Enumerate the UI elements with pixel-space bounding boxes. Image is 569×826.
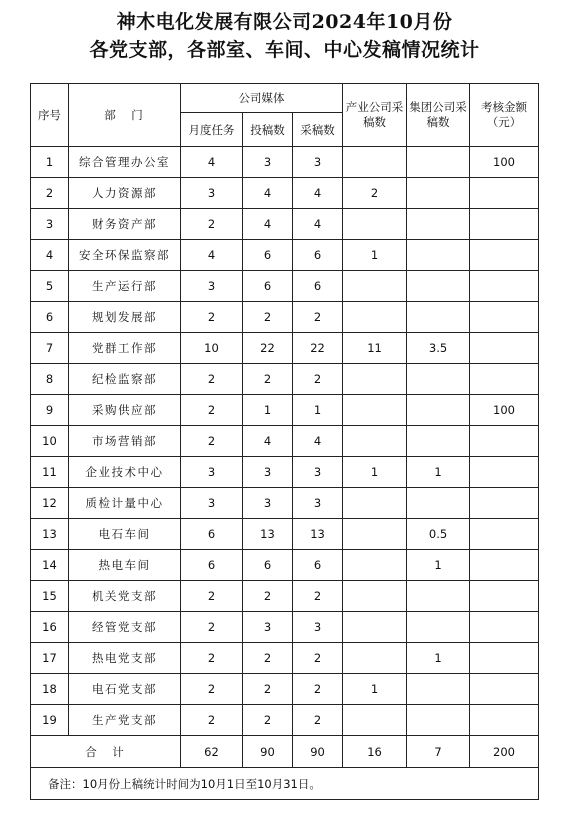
cell-seq: 2 — [31, 178, 69, 209]
cell-submitted: 13 — [243, 519, 293, 550]
table-row — [31, 302, 539, 333]
cell-seq: 19 — [31, 705, 69, 736]
cell-submitted: 4 — [243, 209, 293, 240]
cell-submitted: 4 — [243, 178, 293, 209]
total-group: 7 — [407, 736, 470, 768]
cell-group — [407, 581, 470, 612]
cell-monthly-task: 2 — [181, 612, 243, 643]
total-task: 62 — [181, 736, 243, 768]
table-row — [31, 519, 539, 550]
cell-industry — [343, 271, 407, 302]
table-row — [31, 643, 539, 674]
table-row — [31, 333, 539, 364]
cell-adopted: 3 — [293, 457, 343, 488]
cell-amount — [470, 612, 539, 643]
cell-amount — [470, 178, 539, 209]
cell-dept: 生产运行部 — [69, 271, 181, 302]
cell-dept: 热电车间 — [69, 550, 181, 581]
cell-submitted: 2 — [243, 581, 293, 612]
cell-group — [407, 271, 470, 302]
cell-industry — [343, 364, 407, 395]
cell-group — [407, 364, 470, 395]
cell-seq: 4 — [31, 240, 69, 271]
total-label: 合 计 — [31, 736, 181, 768]
cell-industry: 11 — [343, 333, 407, 364]
cell-dept: 质检计量中心 — [69, 488, 181, 519]
cell-adopted: 4 — [293, 209, 343, 240]
cell-group: 1 — [407, 457, 470, 488]
cell-monthly-task: 2 — [181, 364, 243, 395]
table-row — [31, 550, 539, 581]
cell-adopted: 6 — [293, 240, 343, 271]
cell-submitted: 2 — [243, 643, 293, 674]
cell-dept: 电石车间 — [69, 519, 181, 550]
cell-adopted: 13 — [293, 519, 343, 550]
cell-group — [407, 705, 470, 736]
cell-submitted: 22 — [243, 333, 293, 364]
cell-adopted: 6 — [293, 550, 343, 581]
cell-amount — [470, 240, 539, 271]
statistics-table — [30, 83, 539, 800]
cell-group — [407, 612, 470, 643]
cell-adopted: 4 — [293, 426, 343, 457]
cell-dept: 生产党支部 — [69, 705, 181, 736]
cell-seq: 5 — [31, 271, 69, 302]
cell-group: 3.5 — [407, 333, 470, 364]
cell-adopted: 3 — [293, 147, 343, 178]
cell-group — [407, 302, 470, 333]
note-row — [31, 768, 539, 800]
table-row — [31, 364, 539, 395]
table-row — [31, 426, 539, 457]
cell-dept: 经管党支部 — [69, 612, 181, 643]
table-row — [31, 488, 539, 519]
cell-submitted: 2 — [243, 364, 293, 395]
cell-seq: 10 — [31, 426, 69, 457]
table-row — [31, 674, 539, 705]
total-row — [31, 736, 539, 768]
cell-submitted: 1 — [243, 395, 293, 426]
cell-group — [407, 395, 470, 426]
cell-dept: 采购供应部 — [69, 395, 181, 426]
cell-monthly-task: 4 — [181, 240, 243, 271]
table-row — [31, 240, 539, 271]
cell-amount — [470, 488, 539, 519]
cell-dept: 党群工作部 — [69, 333, 181, 364]
cell-submitted: 4 — [243, 426, 293, 457]
cell-submitted: 2 — [243, 674, 293, 705]
cell-monthly-task: 3 — [181, 457, 243, 488]
cell-monthly-task: 3 — [181, 488, 243, 519]
cell-dept: 机关党支部 — [69, 581, 181, 612]
cell-industry — [343, 488, 407, 519]
cell-amount — [470, 550, 539, 581]
cell-amount — [470, 643, 539, 674]
cell-dept: 人力资源部 — [69, 178, 181, 209]
cell-monthly-task: 6 — [181, 519, 243, 550]
cell-amount — [470, 519, 539, 550]
cell-industry — [343, 302, 407, 333]
cell-seq: 8 — [31, 364, 69, 395]
cell-adopted: 2 — [293, 643, 343, 674]
table-row — [31, 209, 539, 240]
table-row — [31, 395, 539, 426]
cell-industry — [343, 612, 407, 643]
cell-amount: 100 — [470, 147, 539, 178]
cell-amount — [470, 705, 539, 736]
cell-monthly-task: 10 — [181, 333, 243, 364]
cell-submitted: 3 — [243, 612, 293, 643]
cell-adopted: 2 — [293, 302, 343, 333]
cell-amount — [470, 364, 539, 395]
cell-monthly-task: 2 — [181, 705, 243, 736]
cell-monthly-task: 3 — [181, 178, 243, 209]
cell-submitted: 6 — [243, 240, 293, 271]
cell-industry: 1 — [343, 240, 407, 271]
cell-monthly-task: 2 — [181, 581, 243, 612]
cell-industry — [343, 519, 407, 550]
cell-industry — [343, 581, 407, 612]
cell-seq: 6 — [31, 302, 69, 333]
cell-seq: 16 — [31, 612, 69, 643]
cell-amount — [470, 457, 539, 488]
cell-dept: 市场营销部 — [69, 426, 181, 457]
cell-group — [407, 147, 470, 178]
cell-seq: 18 — [31, 674, 69, 705]
total-submitted: 90 — [243, 736, 293, 768]
cell-industry — [343, 550, 407, 581]
table-row — [31, 147, 539, 178]
cell-adopted: 3 — [293, 488, 343, 519]
table-row — [31, 271, 539, 302]
cell-amount: 100 — [470, 395, 539, 426]
cell-adopted: 3 — [293, 612, 343, 643]
total-amount: 200 — [470, 736, 539, 768]
cell-industry: 1 — [343, 674, 407, 705]
cell-adopted: 22 — [293, 333, 343, 364]
cell-adopted: 2 — [293, 705, 343, 736]
cell-seq: 1 — [31, 147, 69, 178]
note-text: 备注：10月份上稿统计时间为10月1日至10月31日。 — [31, 768, 539, 800]
cell-monthly-task: 2 — [181, 426, 243, 457]
cell-monthly-task: 2 — [181, 209, 243, 240]
header-group-company: 集团公司采稿数 — [407, 84, 470, 147]
cell-submitted: 6 — [243, 271, 293, 302]
cell-industry: 1 — [343, 457, 407, 488]
cell-group — [407, 240, 470, 271]
cell-seq: 7 — [31, 333, 69, 364]
cell-dept: 财务资产部 — [69, 209, 181, 240]
cell-dept: 电石党支部 — [69, 674, 181, 705]
cell-submitted: 3 — [243, 147, 293, 178]
cell-amount — [470, 426, 539, 457]
cell-dept: 企业技术中心 — [69, 457, 181, 488]
cell-monthly-task: 6 — [181, 550, 243, 581]
cell-amount — [470, 271, 539, 302]
total-industry: 16 — [343, 736, 407, 768]
cell-dept: 综合管理办公室 — [69, 147, 181, 178]
header-monthly-task: 月度任务 — [181, 113, 243, 147]
cell-group — [407, 488, 470, 519]
cell-industry: 2 — [343, 178, 407, 209]
cell-amount — [470, 209, 539, 240]
cell-monthly-task: 2 — [181, 643, 243, 674]
cell-group — [407, 178, 470, 209]
cell-group — [407, 426, 470, 457]
cell-adopted: 4 — [293, 178, 343, 209]
cell-monthly-task: 4 — [181, 147, 243, 178]
cell-submitted: 6 — [243, 550, 293, 581]
cell-amount — [470, 333, 539, 364]
header-submitted: 投稿数 — [243, 113, 293, 147]
table-row — [31, 457, 539, 488]
header-dept: 部 门 — [69, 84, 181, 147]
table-row — [31, 612, 539, 643]
cell-adopted: 6 — [293, 271, 343, 302]
cell-monthly-task: 2 — [181, 302, 243, 333]
cell-seq: 17 — [31, 643, 69, 674]
cell-amount — [470, 302, 539, 333]
cell-seq: 11 — [31, 457, 69, 488]
cell-group — [407, 209, 470, 240]
cell-submitted: 3 — [243, 488, 293, 519]
cell-group: 1 — [407, 643, 470, 674]
cell-group — [407, 674, 470, 705]
cell-adopted: 2 — [293, 364, 343, 395]
cell-monthly-task: 2 — [181, 395, 243, 426]
cell-seq: 14 — [31, 550, 69, 581]
cell-industry — [343, 643, 407, 674]
cell-adopted: 1 — [293, 395, 343, 426]
cell-industry — [343, 147, 407, 178]
cell-submitted: 2 — [243, 302, 293, 333]
cell-dept: 安全环保监察部 — [69, 240, 181, 271]
cell-industry — [343, 426, 407, 457]
table-row — [31, 705, 539, 736]
table-row — [31, 581, 539, 612]
cell-amount — [470, 674, 539, 705]
cell-seq: 15 — [31, 581, 69, 612]
header-industry-company: 产业公司采稿数 — [343, 84, 407, 147]
header-adopted: 采稿数 — [293, 113, 343, 147]
header-assessment: 考核金额（元） — [470, 84, 539, 147]
header-seq: 序号 — [31, 84, 69, 147]
cell-submitted: 2 — [243, 705, 293, 736]
cell-adopted: 2 — [293, 581, 343, 612]
cell-seq: 12 — [31, 488, 69, 519]
cell-seq: 9 — [31, 395, 69, 426]
header-company-media: 公司媒体 — [181, 84, 343, 113]
cell-monthly-task: 3 — [181, 271, 243, 302]
data-rows — [31, 147, 539, 736]
cell-seq: 13 — [31, 519, 69, 550]
document-title-line2: 各党支部，各部室、车间、中心发稿情况统计 — [89, 39, 480, 61]
cell-group: 0.5 — [407, 519, 470, 550]
cell-monthly-task: 2 — [181, 674, 243, 705]
cell-dept: 纪检监察部 — [69, 364, 181, 395]
cell-dept: 规划发展部 — [69, 302, 181, 333]
cell-industry — [343, 705, 407, 736]
cell-submitted: 3 — [243, 457, 293, 488]
header-row-1 — [31, 84, 539, 113]
cell-adopted: 2 — [293, 674, 343, 705]
cell-group: 1 — [407, 550, 470, 581]
document-title-line1: 神木电化发展有限公司2024年10月份 — [116, 11, 453, 33]
cell-seq: 3 — [31, 209, 69, 240]
cell-industry — [343, 209, 407, 240]
cell-industry — [343, 395, 407, 426]
cell-dept: 热电党支部 — [69, 643, 181, 674]
cell-amount — [470, 581, 539, 612]
table-row — [31, 178, 539, 209]
total-adopted: 90 — [293, 736, 343, 768]
